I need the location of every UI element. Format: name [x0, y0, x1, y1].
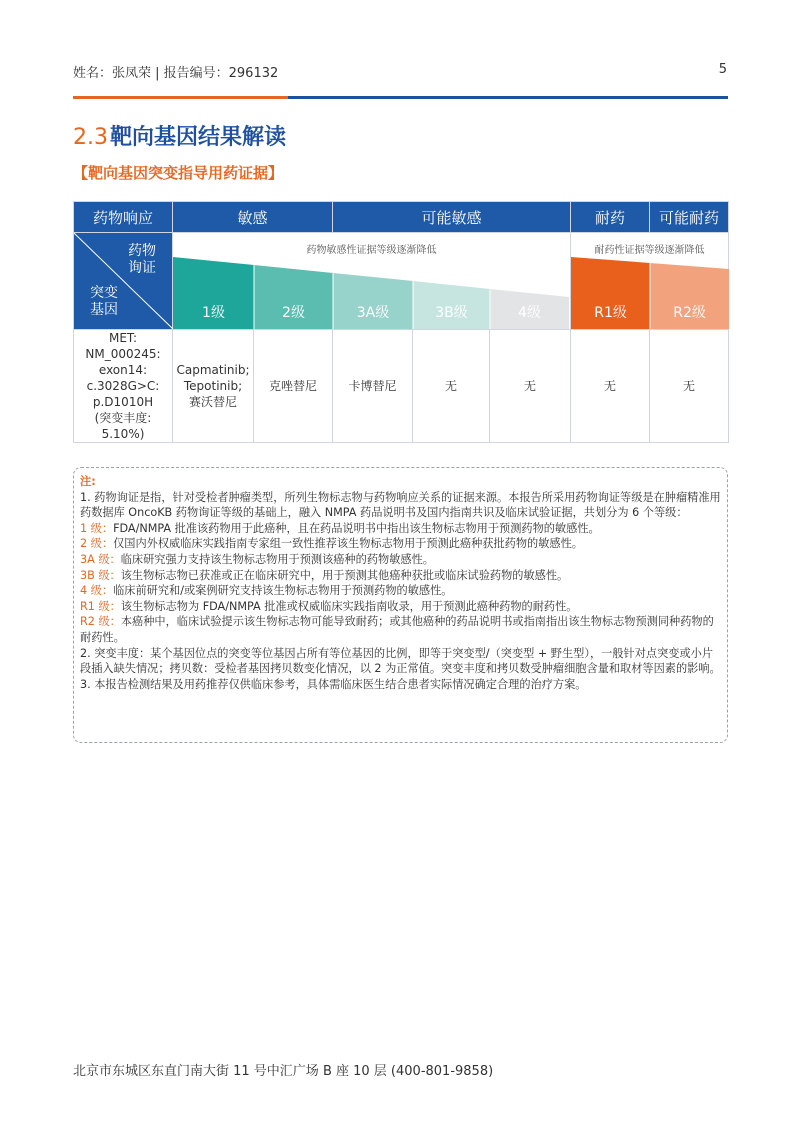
header-drug-response: 药物响应 — [74, 202, 173, 233]
diagonal-line — [74, 233, 173, 329]
cell-grade-r1: 无 — [571, 330, 650, 443]
note-2: 2. 突变丰度：某个基因位点的突变等位基因占所有等位基因的比例，即等于突变型/（突变型 + 野生型），一般针对点突变或小片段插入缺失情况；拷贝数：受检者基因拷贝数变化情况，以 2 为正常值。突变丰度和拷贝数受肿瘤细胞含量和取材等因素的影响。 — [80, 646, 721, 676]
grade-r2: R2级 — [673, 305, 706, 321]
note-level-3a: 3A 级：临床研究强力支持该生物标志物用于预测该癌种的药物敏感性。 — [80, 552, 434, 566]
grade-3b: 3B级 — [435, 305, 468, 321]
note-3: 3. 本报告检测结果及用药推荐仅供临床参考，具体需临床医生结合患者实际情况确定合理的治疗方案。 — [80, 677, 587, 691]
header-possible-sensitive: 可能敏感 — [333, 202, 571, 233]
section-number: 2.3 — [73, 125, 108, 150]
cell-grade-3a: 卡博替尼 — [333, 330, 413, 443]
note-level-r1: R1 级：该生物标志物为 FDA/NMPA 批准或权威临床实践指南收录，用于预测此癌种药物的耐药性。 — [80, 599, 578, 613]
sensitivity-note: 药物敏感性证据等级逐渐降低 — [306, 245, 437, 256]
diag-bottom-label: 突变 基因 — [90, 285, 118, 318]
note-level-1: 1 级：FDA/NMPA 批准该药物用于此癌种，且在药品说明书中指出该生物标志物用于预测药物的敏感性。 — [80, 521, 600, 535]
table-row — [74, 330, 729, 443]
cell-grade-3b: 无 — [413, 330, 490, 443]
sub-title: 【靶向基因突变指导用药证据】 — [73, 164, 284, 182]
note-level-r2: R2 级：本癌种中，临床试验提示该生物标志物可能导致耐药；或其他癌种的药品说明书或指南指出该生物标志物预测同种药物的耐药性。 — [80, 615, 714, 644]
grade-4: 4级 — [518, 305, 541, 321]
cell-grade-r2: 无 — [650, 330, 729, 443]
note-level-2: 2 级：仅国内外权威临床实践指南专家组一致性推荐该生物标志物用于预测此癌种获批药物的敏感性。 — [80, 537, 583, 551]
note-level-3b: 3B 级：该生物标志物已获准或正在临床研究中，用于预测其他癌种获批或临床试验药物的敏感性。 — [80, 568, 569, 582]
footer-address: 北京市东城区东直门南大街 11 号中汇广场 B 座 10 层 (400-801-9858) — [73, 1064, 494, 1079]
header-name: 姓名：张凤荣 | 报告编号：296132 — [73, 66, 279, 81]
notes-box — [73, 467, 728, 743]
section-title — [73, 120, 286, 151]
header-divider — [73, 96, 728, 99]
cell-grade-4: 无 — [490, 330, 571, 443]
grade-2: 2级 — [282, 305, 305, 321]
gene-cell: MET: NM_000245: exon14: c.3028G>C: p.D1010H (突变丰度: 5.10%) — [74, 330, 173, 443]
header-possible-resistant: 可能耐药 — [650, 202, 729, 233]
evidence-table — [73, 201, 729, 443]
resistance-gradient — [571, 233, 729, 330]
grade-r1: R1级 — [594, 305, 627, 321]
diag-top-label: 药物 询证 — [128, 243, 156, 276]
sensitivity-gradient — [173, 233, 571, 330]
note-1: 1. 药物询证是指，针对受检者肿瘤类型，所列生物标志物与药物响应关系的证据来源。本报告所采用药物询证等级是在肿瘤精准用药数据库 OncoKB 药物询证等级的基础上，融入 NMPA 药品说明书及国内指南共识及临床试验证据，共划分为 6 个等级： — [80, 490, 721, 520]
note-level-4: 4 级：临床前研究和/或案例研究支持该生物标志物用于预测药物的敏感性。 — [80, 584, 453, 598]
header-resistant: 耐药 — [571, 202, 650, 233]
grade-1: 1级 — [202, 305, 225, 321]
notes-label: 注: — [80, 475, 96, 488]
cell-grade-2: 克唑替尼 — [254, 330, 333, 443]
cell-grade-1: Capmatinib; Tepotinib; 赛沃替尼 — [173, 330, 254, 443]
section-title-text: 靶向基因结果解读 — [110, 125, 287, 150]
resistance-note: 耐药性证据等级逐渐降低 — [594, 245, 705, 256]
grade-3a: 3A级 — [356, 305, 390, 321]
diagonal-header-cell — [74, 233, 173, 330]
header-sensitive: 敏感 — [173, 202, 333, 233]
page-number: 5 — [718, 62, 727, 77]
